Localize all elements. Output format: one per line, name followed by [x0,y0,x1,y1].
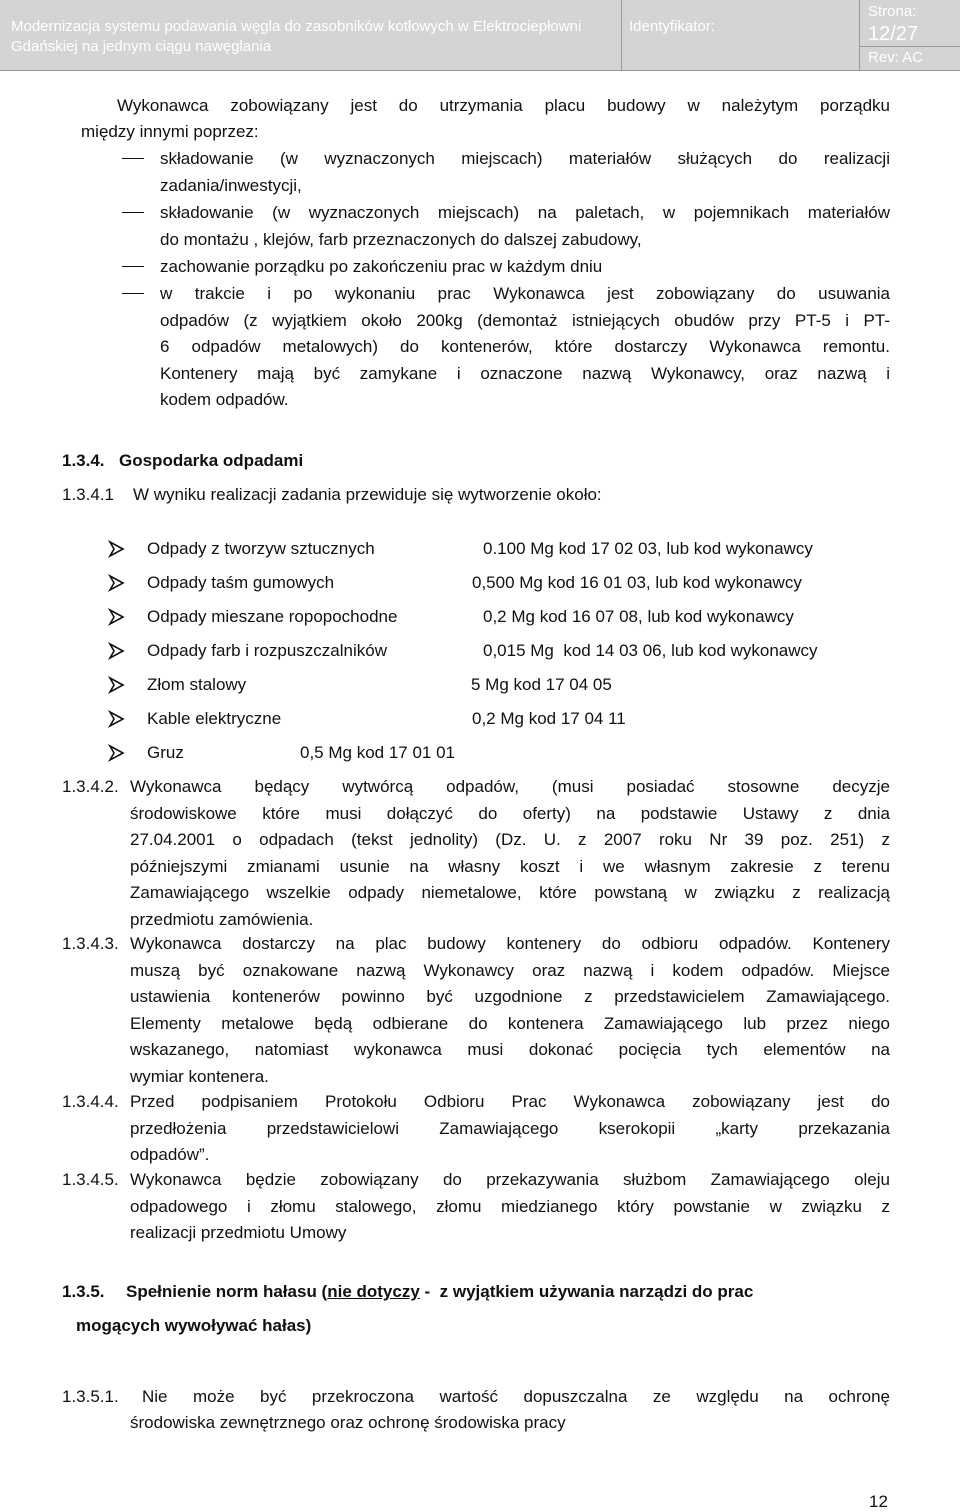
section-title-part: Spełnienie norm hałasu ( [126,1282,328,1301]
paragraph-line: Zamawiającego wszelkie odpady niemetalowe, które powstaną w związku z realizacją [130,883,890,902]
paragraph-line: odpadowego i złomu stalowego, złomu miedzianego który powstanie w związku z [130,1196,890,1216]
paragraph-line: wskazanego, natomiast wykonawca musi dokonać pocięcia tych elementów na [130,1040,890,1059]
paragraph-number: 1.3.4.5. [62,1170,119,1189]
item-number: 1.3.4.1 [62,485,114,504]
document-header [0,0,960,71]
waste-name: Odpady mieszane ropopochodne [147,607,398,626]
dash-item-line: odpadów (z wyjątkiem około 200kg (demontaż istniejących obudów przy PT-5 i PT- [160,310,890,330]
waste-name: Odpady z tworzyw sztucznych [147,539,375,558]
waste-code: 5 Mg kod 17 04 05 [471,675,612,694]
arrowhead-bullet-icon [107,675,127,695]
identifier-label: Identyfikator: [629,18,715,35]
waste-code: 0.100 Mg kod 17 02 03, lub kod wykonawcy [483,539,813,558]
arrowhead-bullet-icon [107,743,127,763]
item-line: środowiska zewnętrznego oraz ochronę środowiska pracy [130,1413,566,1432]
paragraph-line: wymiar kontenera. [130,1066,269,1086]
section-title-part: - z wyjątkiem używania narządzi do prac [419,1282,754,1301]
dash-marker [122,293,144,294]
header-title-line-2: Gdańskiej na jednym ciągu nawęglania [11,38,272,55]
waste-name: Odpady taśm gumowych [147,573,335,592]
waste-code: 0,500 Mg kod 16 01 03, lub kod wykonawcy [472,573,802,592]
paragraph-number: 1.3.4.3. [62,934,119,953]
intro-line-2: między innymi poprzez: [81,122,259,141]
dash-item-line: do montażu , klejów, farb przeznaczonych do dalszej zabudowy, [160,229,642,249]
page-value: 12/27 [868,23,919,45]
intro-paragraph [117,93,890,120]
paragraph-line: Elementy metalowe będą odbierane do kontenera Zamawiającego lub przez niego [130,1013,890,1033]
paragraph-line: Wykonawca dostarczy na plac budowy kontenery do odbioru odpadów. Kontenery [130,934,890,953]
dash-item-line: Kontenery mają być zamykane i oznaczone nazwą Wykonawcy, oraz nazwą i [160,363,890,383]
paragraph-line: ustawienia kontenerów powinno być uzgodnione z przedstawicielem Zamawiającego. [130,987,890,1006]
arrowhead-bullet-icon [107,539,127,559]
dash-item [160,281,890,414]
dash-item-line: składowanie (w wyznaczonych miejscach) materiałów służących do realizacji [160,149,890,168]
header-divider [860,46,960,47]
paragraph-line: przedłożenia przedstawicielowi Zamawiającego kserokopii „karty przekazania [130,1118,890,1138]
waste-code: 0,2 Mg kod 16 07 08, lub kod wykonawcy [483,607,794,626]
page-label: Strona: [868,3,917,20]
waste-code: 0,2 Mg kod 17 04 11 [472,709,626,728]
waste-name: Kable elektryczne [147,709,282,728]
footer-page-number: 12 [869,1492,888,1511]
paragraph-line: przedmiotu zamówienia. [130,909,314,929]
section-title-line-2: mogących wywoływać hałas) [76,1316,312,1335]
dash-item-line: składowanie (w wyznaczonych miejscach) na paletach, w pojemnikach materiałów [160,203,890,222]
dash-item-line: kodem odpadów. [160,390,289,409]
dash-item-line: zachowanie porządku po zakończeniu prac w każdym dniu [160,257,603,276]
dash-item [160,146,890,199]
paragraph-line: Przed podpisaniem Protokołu Odbioru Prac Wykonawca zobowiązany jest do [130,1092,890,1111]
waste-name: Złom stalowy [147,675,247,694]
dash-marker [122,158,144,159]
section-number: 1.3.5. [62,1282,105,1301]
dash-item-line: w trakcie i po wykonaniu prac Wykonawca jest zobowiązany do usuwania [160,284,890,303]
paragraph-line: środowiskowe które musi dołączyć do oferty) na podstawie Ustawy z dnia [130,803,890,823]
item-number: 1.3.5.1. [62,1387,119,1406]
paragraph-line: odpadów”. [130,1145,210,1164]
paragraph-line: Wykonawca będzie zobowiązany do przekazywania służbom Zamawiającego oleju [130,1170,890,1189]
section-number: 1.3.4. [62,451,105,470]
intro-paragraph-cont [81,119,890,146]
section-title: Gospodarka odpadami [119,451,304,470]
arrowhead-bullet-icon [107,607,127,627]
dash-item [160,254,890,281]
paragraph-line: realizacji przedmiotu Umowy [130,1223,347,1242]
waste-code: 0,5 Mg kod 17 01 01 [300,743,456,762]
dash-item-line: zadania/inwestycji, [160,175,302,195]
header-page-box [860,0,960,71]
header-document-title [0,0,622,71]
paragraph-line: Wykonawca będący wytwórcą odpadów, (musi posiadać stosowne decyzje [130,777,890,796]
waste-name: Gruz [147,743,184,762]
revision-label: Rev: AC [868,49,924,66]
dash-marker [122,212,144,213]
item-text: W wyniku realizacji zadania przewiduje się wytworzenie około: [133,485,602,504]
item-line: Nie może być przekroczona wartość dopuszczalna ze względu na ochronę [142,1387,890,1406]
waste-name: Odpady farb i rozpuszczalników [147,641,388,660]
arrowhead-bullet-icon [107,573,127,593]
header-identifier [622,0,860,71]
arrowhead-bullet-icon [107,641,127,661]
paragraph-line: późniejszymi zmianami usunie na własny koszt i we własnym zakresie z terenu [130,856,890,876]
section-title-underlined: nie dotyczy [327,1282,420,1301]
paragraph-line: muszą być oznakowane nazwą Wykonawcy oraz nazwą i kodem odpadów. Miejsce [130,960,890,980]
header-title-line-1: Modernizacja systemu podawania węgla do zasobników kotłowych w Elektrociepłowni [11,18,582,35]
waste-code: 0,015 Mg kod 14 03 06, lub kod wykonawcy [483,641,818,660]
paragraph-line: 27.04.2001 o odpadach (tekst jednolity) (Dz. U. z 2007 roku Nr 39 poz. 251) z [130,830,890,849]
paragraph-number: 1.3.4.2. [62,777,119,796]
intro-line-1: Wykonawca zobowiązany jest do utrzymania placu budowy w należytym porządku [117,96,890,115]
paragraph-number: 1.3.4.4. [62,1092,119,1111]
dash-item [160,200,890,253]
dash-marker [122,266,144,267]
dash-item-line: 6 odpadów metalowych) do kontenerów, które dostarczy Wykonawca remontu. [160,337,890,356]
arrowhead-bullet-icon [107,709,127,729]
